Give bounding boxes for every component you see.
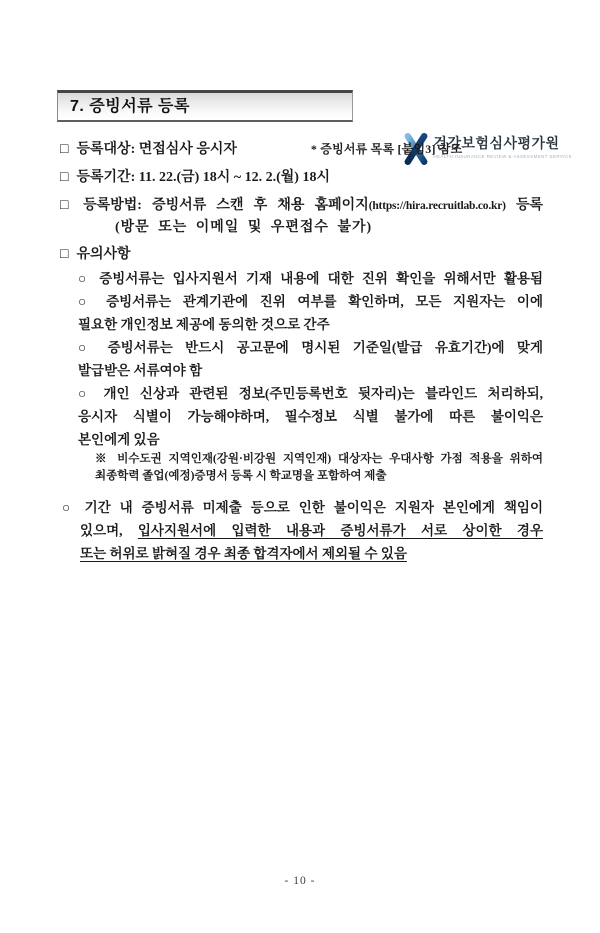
section-title-bar (57, 90, 353, 122)
org-name: 건강보험심사평가원 (433, 135, 560, 151)
caution-text-underlined: 또는 허위로 밝혀질 경우 최종 합격자에서 제외될 수 있음 (80, 546, 407, 561)
caution-text: 증빙서류는 반드시 공고문에 명시된 기준일(발급 유효기간)에 맞게 (107, 340, 543, 355)
caution-line (80, 519, 543, 542)
caution-line: 발급받은 서류여야 함 (78, 363, 203, 378)
caution-line (78, 290, 543, 313)
side-note-attachment-reference: * 증빙서류 목록 [붙임3] 참조 (310, 142, 463, 156)
caution-line (78, 267, 543, 290)
caution-line (62, 496, 544, 519)
bullet-marker: ○ (78, 340, 96, 355)
caution-line (78, 336, 543, 359)
field-label: 유의사항 (76, 247, 131, 262)
note-text: 비수도권 지역인재(강원·비강원 지역인재) 대상자는 우대사항 가점 적용을 위하여 (117, 453, 544, 465)
org-subtitle: HEALTH INSURANCE REVIEW & ASSESSMENT SERVICE (433, 154, 572, 159)
caution-item (57, 336, 543, 382)
reference-marker: ※ (95, 453, 111, 465)
caution-line: 응시자 식별이 가능해야하며, 필수정보 식별 불가에 따른 불이익은 (78, 409, 543, 424)
caution-line: 필요한 개인정보 제공에 동의한 것으로 간주 (78, 317, 330, 332)
caution-text-underlined: 입사지원서에 입력한 내용과 증빙서류가 서로 상이한 경우 (137, 523, 543, 538)
recruit-site-url: (https://hira.recruitlab.co.kr) (368, 200, 506, 212)
caution-text: 개인 신상과 관련된 정보(주민등록번호 뒷자리)는 블라인드 처리하되, (103, 386, 544, 401)
section-title: 7. 증빙서류 등록 (70, 98, 190, 115)
caution-text: 기간 내 증빙서류 미제출 등으로 인한 불이익은 지원자 본인에게 책임이 (84, 500, 544, 515)
field-value: 증빙서류 스캔 후 채용 홈페이지 (152, 198, 369, 213)
caution-text: 증빙서류는 관계기관에 진위 여부를 확인하며, 모든 지원자는 이에 (106, 294, 544, 309)
checkbox-marker: □ (60, 198, 76, 213)
cautions-list (57, 267, 543, 565)
note-line (95, 451, 543, 468)
field-value: 면접심사 응시자 (138, 142, 237, 157)
caution-item (57, 290, 543, 336)
note-line: 최종학력 졸업(예정)증명서 등록 시 학교명을 포함하여 제출 (95, 470, 387, 482)
field-registration-method (57, 195, 543, 217)
bullet-marker: ○ (62, 500, 76, 515)
caution-item (57, 382, 543, 451)
caution-line (78, 382, 543, 405)
bullet-marker: ○ (78, 271, 91, 286)
field-label: 등록대상: (76, 142, 136, 157)
bullet-marker: ○ (78, 386, 94, 401)
footer-page-number: - 10 - (284, 875, 316, 887)
field-value-suffix: 등록 (515, 198, 543, 213)
checkbox-marker: □ (60, 170, 69, 185)
document-page (0, 90, 600, 933)
checkbox-marker: □ (60, 247, 69, 262)
field-cautions-heading (57, 244, 543, 266)
field-label: 등록방법: (83, 198, 142, 213)
caution-item (57, 267, 543, 290)
bullet-marker: ○ (78, 294, 95, 309)
caution-line: 본인에게 있음 (78, 432, 160, 447)
caution-line (80, 542, 543, 565)
field-registration-period (57, 167, 543, 189)
field-label: 등록기간: (76, 170, 136, 185)
caution-text: 증빙서류는 입사지원서 기재 내용에 대한 진위 확인을 위해서만 활용됨 (99, 271, 543, 286)
field-registration-target (57, 138, 543, 161)
caution-item-final (57, 496, 543, 565)
reference-note (57, 451, 543, 485)
field-registration-method-line2: (방문 또는 이메일 및 우편접수 불가) (115, 220, 373, 235)
caution-text: 있으며, (80, 523, 123, 538)
field-value: 11. 22.(금) 18시 ~ 12. 2.(월) 18시 (138, 170, 330, 185)
checkbox-marker: □ (60, 142, 69, 157)
page-content (0, 138, 600, 565)
